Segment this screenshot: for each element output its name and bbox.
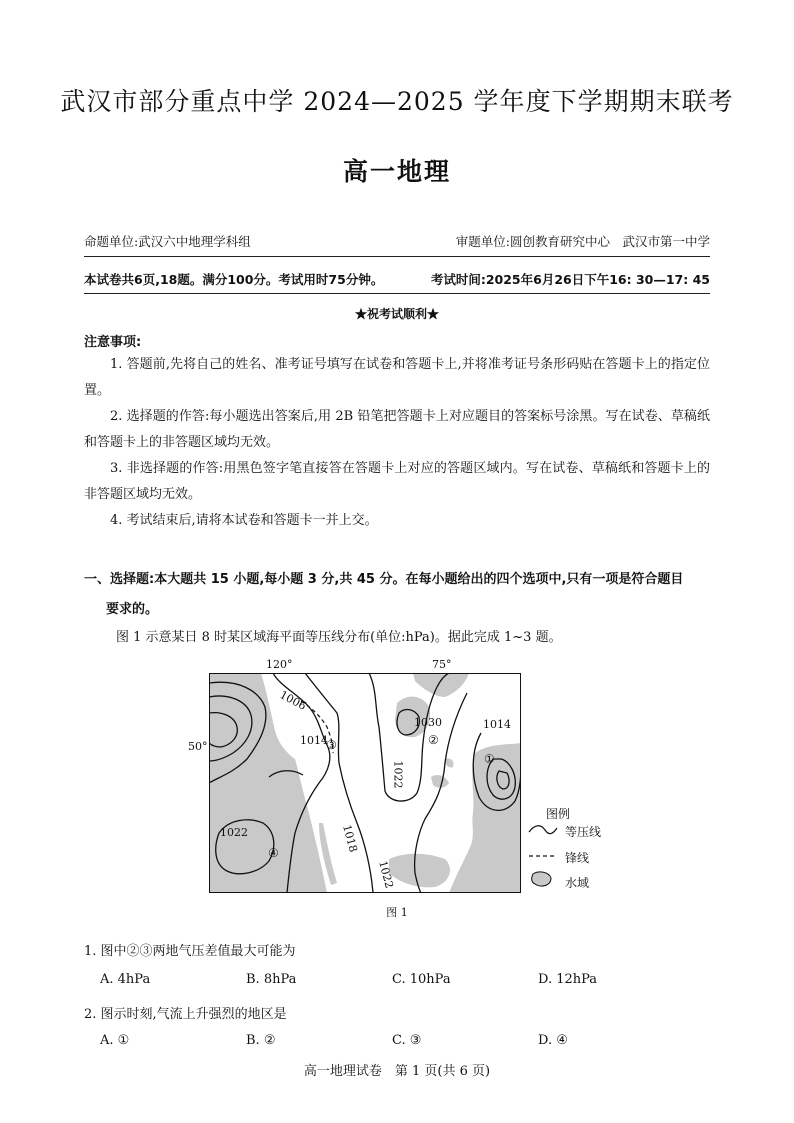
question-1-option-c: C. 10hPa (392, 972, 451, 987)
northeast-water (413, 673, 469, 697)
header-rule-bottom (84, 293, 710, 294)
isobar-label-1022-south: 1022 (376, 859, 396, 890)
figure-intro: 图 1 示意某日 8 时某区域海平面等压线分布(单位:hPa)。据此完成 1~3 题。 (116, 630, 562, 645)
legend-symbols (527, 822, 559, 892)
section-heading (84, 565, 724, 625)
point-4: ④ (268, 846, 279, 860)
isobar-label-1018: 1018 (340, 823, 360, 854)
legend-isobar-symbol (529, 826, 557, 834)
review-unit: 审题单位:圆创教育研究中心 武汉市第一中学 (455, 234, 710, 249)
great-lakes-2 (445, 758, 454, 767)
lat-label-50: 50° (188, 740, 208, 753)
gulf-of-mexico (389, 854, 450, 888)
lon-label-75: 75° (432, 658, 452, 671)
isobar-label-1022-pacific: 1022 (220, 826, 248, 839)
section-heading-line2: 要求的。 (106, 602, 159, 617)
question-1-option-b: B. 8hPa (246, 972, 297, 987)
question-2-option-a: A. ① (100, 1033, 130, 1048)
question-2-option-c: C. ③ (392, 1033, 422, 1048)
isobar-label-1022-center: 1022 (391, 760, 405, 789)
isobar-label-1014-east: 1014 (483, 718, 511, 731)
note-item-1: 1. 答题前,先将自己的姓名、准考证号填写在试卷和答题卡上,并将准考证号条形码贴在答题卡上的指定位置。 (84, 357, 710, 398)
legend-front-label: 锋线 (565, 851, 590, 865)
question-2-option-d: D. ④ (538, 1033, 568, 1048)
question-1-stem: 1. 图中②③两地气压差值最大可能为 (84, 944, 296, 959)
question-1-option-a: A. 4hPa (100, 972, 151, 987)
exam-time: 考试时间:2025年6月26日下午16: 30—17: 45 (430, 272, 710, 287)
point-3: ③ (326, 738, 337, 752)
exam-info: 本试卷共6页,18题。满分100分。考试用时75分钟。 (84, 272, 384, 287)
question-1-option-d: D. 12hPa (538, 972, 598, 987)
page-footer: 高一地理试卷 第 1 页(共 6 页) (303, 1064, 491, 1079)
figure-caption: 图 1 (386, 906, 408, 919)
question-2-stem: 2. 图示时刻,气流上升强烈的地区是 (84, 1007, 287, 1022)
point-1: ① (484, 752, 495, 766)
author-unit: 命题单位:武汉六中地理学科组 (84, 234, 251, 249)
great-lakes (431, 775, 449, 788)
subject-title: 高一地理 (342, 157, 451, 186)
note-item-2: 2. 选择题的作答:每小题选出答案后,用 2B 铅笔把答题卡上对应题目的答案标号涂黑。写在试卷、草稿纸和答题卡上的非答题区域均无效。 (84, 409, 710, 450)
section-heading-line1: 一、选择题:本大题共 15 小题,每小题 3 分,共 45 分。在每小题给出的四个选项中,只有一项是符合题目 (84, 572, 684, 587)
legend-isobar-label: 等压线 (565, 825, 602, 839)
isobar-label-1030: 1030 (414, 716, 442, 729)
point-2: ② (428, 733, 439, 747)
good-luck-banner: ★祝考试顺利★ (354, 307, 439, 321)
legend-water-symbol (532, 872, 551, 886)
isobar-label-1006: 1006 (277, 688, 309, 713)
header-rule-top (84, 256, 710, 257)
notes-heading: 注意事项: (84, 335, 142, 350)
isobar-label-1014-west: 1014 (300, 734, 328, 747)
legend-water-label: 水域 (565, 876, 590, 890)
isobar-map (209, 673, 521, 893)
lon-label-120: 120° (266, 658, 293, 671)
pacific-ocean (209, 673, 327, 893)
question-2-option-b: B. ② (246, 1033, 276, 1048)
note-item-4: 4. 考试结束后,请将本试卷和答题卡一并上交。 (110, 513, 378, 528)
exam-title: 武汉市部分重点中学 2024—2025 学年度下学期期末联考 (60, 87, 734, 116)
legend-title: 图例 (546, 807, 571, 821)
note-item-3: 3. 非选择题的作答:用黑色签字笔直接答在答题卡上对应的答题区域内。写在试卷、草稿纸和答题卡上的非答题区域均无效。 (84, 461, 710, 502)
